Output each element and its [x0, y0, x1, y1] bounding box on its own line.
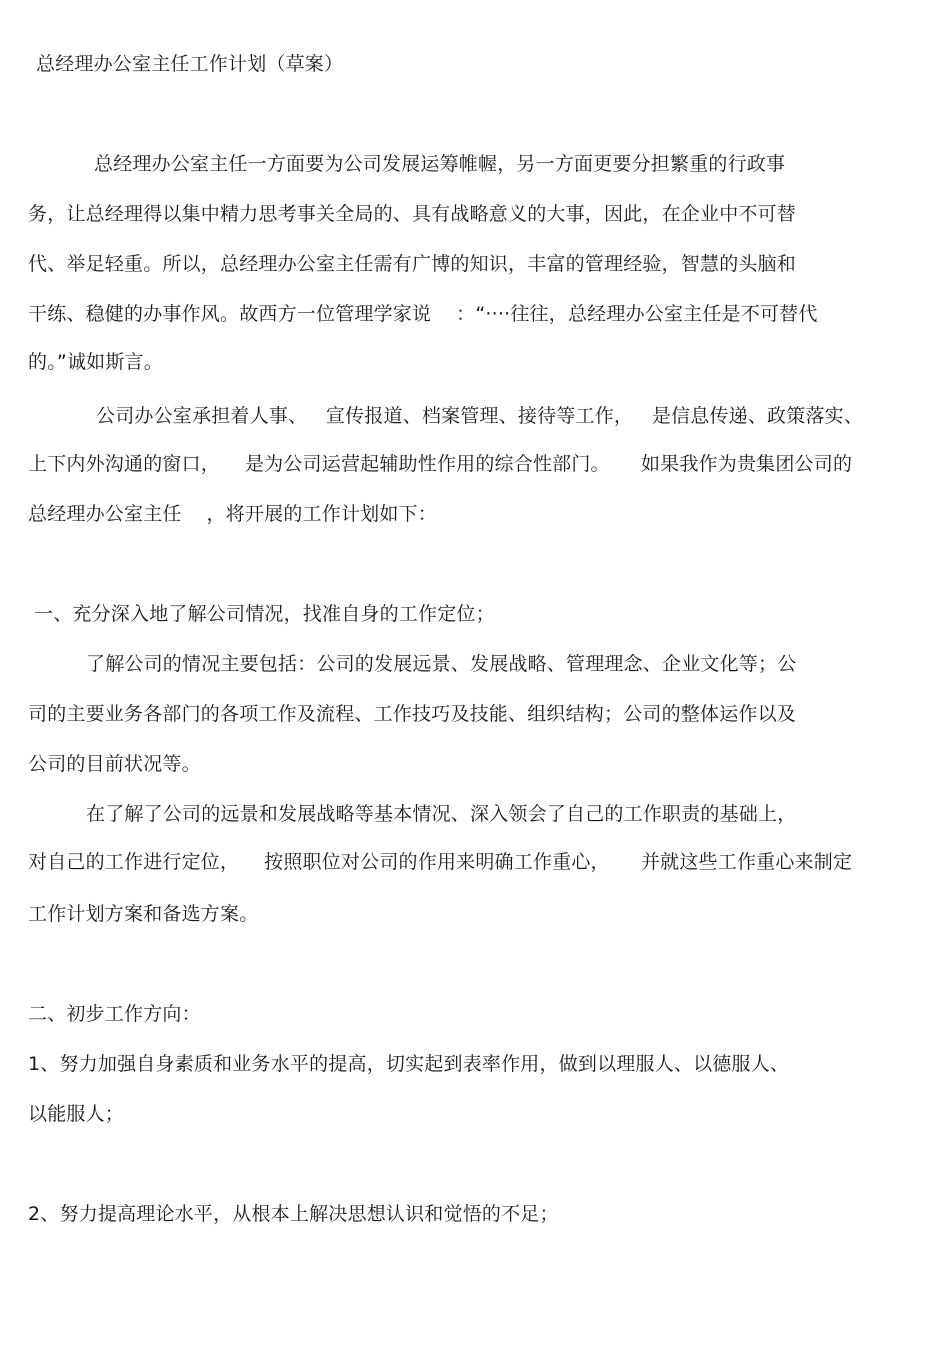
intro-paragraph-1-line-2: 务，让总经理得以集中精力思考事关全局的、具有战略意义的大事，因此，在企业中不可替 — [28, 203, 797, 225]
intro-paragraph-1-line-5: 的。”诚如斯言。 — [28, 351, 163, 373]
intro-paragraph-1-line-1: 总经理办公室主任一方面要为公司发展运筹帷幄，另一方面更要分担繁重的行政事 — [94, 153, 786, 175]
document-title: 总经理办公室主任工作计划（草案） — [36, 53, 344, 75]
section-1-paragraph-1-line-1: 了解公司的情况主要包括：公司的发展远景、发展战略、管理理念、企业文化等；公 — [86, 653, 797, 675]
intro-paragraph-2-line-1: 公司办公室承担着人事、 宣传报道、档案管理、接待等工作， 是信息传递、政策落实、 — [96, 405, 864, 427]
intro-paragraph-2-line-3: 总经理办公室主任 ，将开展的工作计划如下： — [28, 503, 437, 525]
section-2-item-2-line-1: 2、努力提高理论水平，从根本上解决思想认识和觉悟的不足； — [28, 1203, 559, 1225]
section-1-heading: 一、充分深入地了解公司情况，找准自身的工作定位； — [34, 603, 495, 625]
section-1-paragraph-2-line-1: 在了解了公司的远景和发展战略等基本情况、深入领会了自己的工作职责的基础上， — [86, 803, 797, 825]
intro-paragraph-1-line-3: 代、举足轻重。所以，总经理办公室主任需有广博的知识，丰富的管理经验，智慧的头脑和 — [28, 253, 797, 275]
section-1-paragraph-2-line-3: 工作计划方案和备选方案。 — [28, 903, 259, 925]
intro-paragraph-1-line-4: 干练、稳健的办事作风。故西方一位管理学家说 ：“····往往，总经理办公室主任是不可替代 — [28, 303, 818, 325]
intro-paragraph-2-line-2: 上下内外沟通的窗口， 是为公司运营起辅助性作用的综合性部门。 如果我作为贵集团公司的 — [28, 453, 853, 475]
section-1-paragraph-1-line-2: 司的主要业务各部门的各项工作及流程、工作技巧及技能、组织结构；公司的整体运作以及 — [28, 703, 797, 725]
section-1-paragraph-2-line-2: 对自己的工作进行定位， 按照职位对公司的作用来明确工作重心， 并就这些工作重心来制定 — [28, 851, 853, 873]
section-1-paragraph-1-line-3: 公司的目前状况等。 — [28, 753, 201, 775]
section-2-item-1-line-2: 以能服人； — [28, 1103, 125, 1125]
section-2-item-1-line-1: 1、努力加强自身素质和业务水平的提高，切实起到表率作用，做到以理服人、以德服人、 — [28, 1053, 790, 1075]
section-2-heading: 二、初步工作方向： — [28, 1003, 201, 1025]
